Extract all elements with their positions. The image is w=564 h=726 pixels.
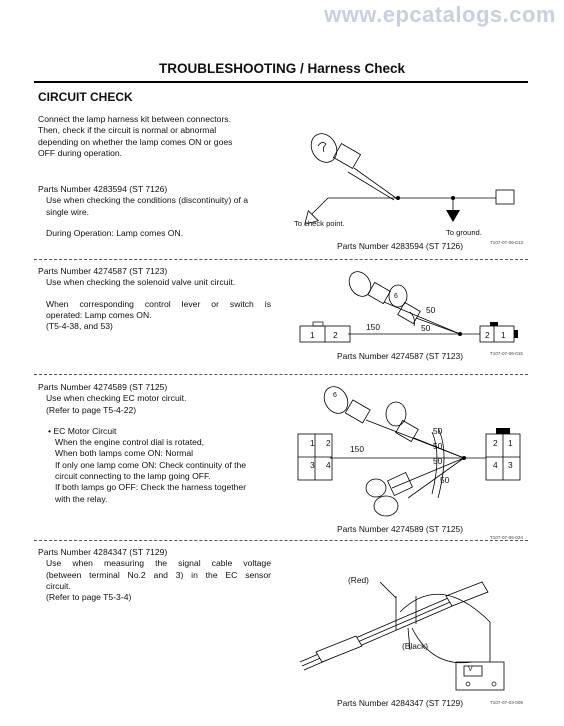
section-heading: CIRCUIT CHECK	[38, 90, 133, 104]
section-divider	[34, 374, 528, 375]
part-section-3	[38, 382, 278, 505]
part-operation: When corresponding control lever or switch is	[46, 298, 271, 309]
label-black-wire: (Black)	[402, 641, 429, 651]
length-label: 50	[440, 475, 450, 485]
part-desc-line: Use when checking the conditions (discontinuity) of a	[46, 195, 249, 206]
figure-code: T107-07-03-009	[490, 700, 523, 705]
pin-label: 1	[310, 330, 315, 340]
label-to-ground: To ground.	[446, 228, 482, 237]
lamp-harness-figure-1	[288, 118, 528, 233]
intro-line: OFF during operation.	[38, 147, 123, 158]
figure-code: T107-07-06-013	[490, 240, 523, 245]
length-label: 50	[433, 441, 443, 451]
intro-line: Connect the lamp harness kit between connectors.	[38, 114, 231, 124]
part-desc-line: Use when measuring the signal cable voltage	[46, 558, 271, 569]
intro-line: Then, check if the circuit is normal or abnormal	[38, 125, 217, 136]
section-divider	[34, 540, 528, 541]
pin-label: 3	[310, 460, 315, 470]
title-rule	[34, 81, 528, 83]
pin-label: 4	[326, 460, 331, 470]
part-desc-line: Use when checking the solenoid valve unit circuit.	[46, 277, 236, 288]
lamp-harness-figure-3	[288, 380, 528, 530]
label-red-wire: (Red)	[348, 575, 369, 585]
figure-caption: Parts Number 4274587 (ST 7123)	[337, 351, 464, 361]
figure-caption: Parts Number 4283594 (ST 7126)	[337, 241, 464, 251]
part-desc-line: (between terminal No.2 and 3) in the EC sensor	[46, 569, 271, 580]
pin-label: 1	[501, 330, 506, 340]
part-operation: (T5-4-38, and 53)	[46, 321, 113, 332]
part-title: Parts Number 4274589 (ST 7125)	[38, 382, 168, 392]
bullet-title: • EC Motor Circuit	[48, 425, 117, 436]
length-label: 50	[433, 456, 443, 466]
lamp-number: 6	[333, 392, 337, 399]
bullet-line: When both lamps come ON: Normal	[55, 448, 194, 459]
part-section-1	[38, 184, 278, 239]
figure-code: T107-07-06-024	[490, 535, 523, 540]
voltmeter-icon: V	[468, 666, 473, 673]
part-desc-line: Use when checking EC motor circuit.	[46, 393, 187, 404]
part-section-2	[38, 266, 271, 332]
pin-label: 4	[493, 460, 498, 470]
intro-paragraph	[38, 114, 271, 159]
pin-label: 2	[493, 438, 498, 448]
lamp-harness-figure-2	[288, 266, 528, 346]
pin-label: 2	[326, 438, 331, 448]
part-desc-line: (Refer to page T5-3-4)	[46, 592, 132, 603]
length-label: 50	[421, 323, 431, 333]
label-to-check-point: To check point.	[294, 219, 345, 228]
intro-line: depending on whether the lamp comes ON or goes	[38, 136, 233, 147]
figure-caption: Parts Number 4284347 (ST 7129)	[337, 698, 464, 708]
part-operation: operated: Lamp comes ON.	[46, 309, 152, 320]
part-title: Parts Number 4284347 (ST 7129)	[38, 547, 168, 557]
length-label: 150	[350, 444, 364, 454]
figure-code: T107-07-06-015	[490, 351, 523, 356]
bullet-line: circuit connecting to the lamp going OFF.	[55, 471, 211, 482]
part-desc-line: single wire.	[46, 206, 89, 217]
bullet-line: When the engine control dial is rotated,	[55, 437, 205, 448]
bullet-line: If both lamps go OFF: Check the harness together	[55, 482, 247, 493]
length-label: 50	[433, 426, 443, 436]
part-operation: During Operation: Lamp comes ON.	[46, 227, 184, 238]
page-title: TROUBLESHOOTING / Harness Check	[158, 61, 406, 76]
length-label: 150	[366, 322, 380, 332]
pin-label: 1	[508, 438, 513, 448]
pin-label: 2	[485, 330, 490, 340]
length-label: 50	[426, 305, 436, 315]
figure-caption: Parts Number 4274589 (ST 7125)	[337, 524, 464, 534]
pin-label: 2	[333, 330, 338, 340]
pin-label: 3	[508, 460, 513, 470]
section-divider	[34, 259, 528, 260]
bullet-line: with the relay.	[55, 493, 108, 504]
pin-label: 1	[310, 438, 315, 448]
part-section-4	[38, 547, 271, 603]
watermark: www.epcatalogs.com	[324, 2, 556, 27]
signal-cable-figure-4	[296, 566, 528, 694]
bullet-line: If only one lamp come ON: Check continuity of the	[55, 459, 247, 470]
part-title: Parts Number 4274587 (ST 7123)	[38, 266, 168, 276]
part-desc-line: circuit.	[46, 580, 71, 591]
part-title: Parts Number 4283594 (ST 7126)	[38, 184, 168, 194]
part-desc-line: (Refer to page T5-4-22)	[46, 404, 137, 415]
lamp-number: 6	[394, 293, 398, 300]
